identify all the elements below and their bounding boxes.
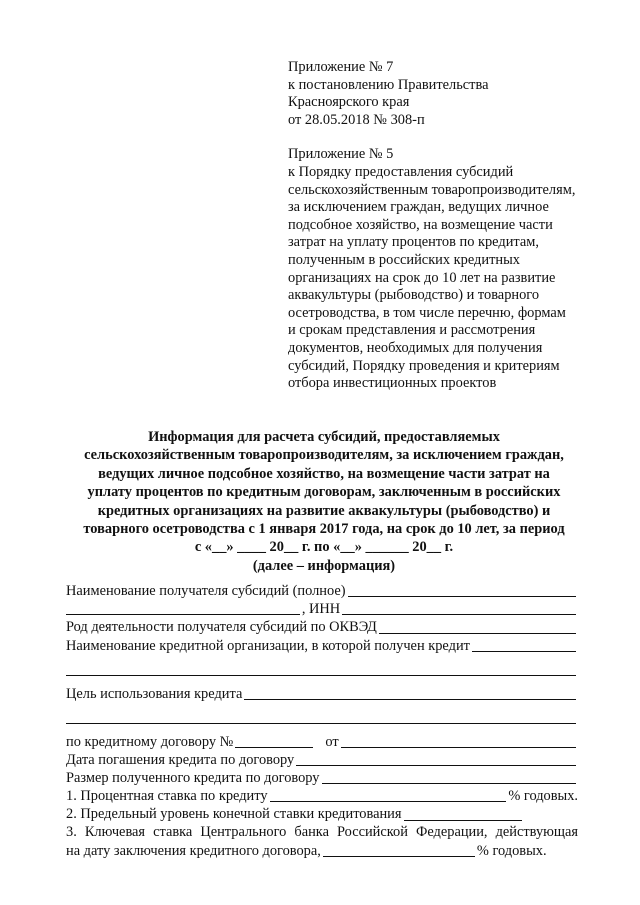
purpose-continued-row <box>66 703 578 727</box>
title-line: сельскохозяйственным товаропроизводителям, за исключением граждан, <box>84 447 564 464</box>
repayment-date-field[interactable] <box>296 752 576 766</box>
information-form <box>66 582 578 860</box>
document-title <box>60 428 588 575</box>
appendix-line: Приложение № 5 <box>288 146 394 163</box>
title-line: с «__» ____ 20__ г. по «__» ______ 20__ г. <box>194 539 454 556</box>
appendix-header <box>288 59 618 393</box>
bank-name-continued-field[interactable] <box>66 662 576 676</box>
repayment-date-row <box>66 751 578 769</box>
bank-name-field[interactable] <box>472 638 576 652</box>
key-rate-field[interactable] <box>323 843 475 857</box>
title-line: (далее – информация) <box>252 557 396 574</box>
title-line: товарного осетроводства с 1 января 2017 года, на срок до 10 лет, за период <box>83 521 565 538</box>
appendix-line: субсидий, Порядку проведения и критериям <box>288 357 560 374</box>
contract-from-label: от <box>325 733 339 750</box>
key-rate-label: 3. Ключевая ставка Центрального банка Российской Федерации, действующая <box>66 824 578 841</box>
appendix-line: Красноярского края <box>288 94 410 111</box>
inn-label: , ИНН <box>301 601 341 618</box>
appendix-line: от 28.05.2018 № 308-п <box>288 111 425 128</box>
appendix-line: отбора инвестиционных проектов <box>288 375 497 392</box>
recipient-name-field[interactable] <box>348 583 576 597</box>
bank-name-row <box>66 637 578 655</box>
contract-row <box>66 727 578 751</box>
bank-name-continued-row <box>66 655 578 679</box>
title-line: Информация для расчета субсидий, предоставляемых <box>148 429 500 445</box>
inn-field[interactable] <box>342 601 576 615</box>
percent-annual-label: % годовых. <box>508 788 578 805</box>
purpose-row <box>66 679 578 703</box>
loan-amount-row <box>66 769 578 787</box>
title-line: ведущих личное подсобное хозяйство, на возмещение части затрат на <box>98 465 550 482</box>
inn-row <box>66 600 578 618</box>
recipient-name-label: Наименование получателя субсидий (полное) <box>66 582 346 599</box>
purpose-continued-field[interactable] <box>66 710 576 724</box>
recipient-name-row <box>66 582 578 600</box>
appendix-line: осетроводства, в том числе перечню, формам <box>288 304 566 321</box>
key-rate-date-label: на дату заключения кредитного договора, <box>66 842 321 859</box>
interest-rate-field[interactable] <box>270 788 507 802</box>
key-rate-row <box>66 824 578 842</box>
max-rate-label: 2. Предельный уровень конечной ставки кредитования <box>66 806 402 823</box>
appendix-line: аквакультуры (рыбоводство) и товарного <box>288 287 540 304</box>
appendix-line: полученным в российских кредитных <box>288 251 520 268</box>
appendix-line: за исключением граждан, ведущих личное <box>288 199 549 216</box>
purpose-field[interactable] <box>244 686 576 700</box>
max-rate-row <box>66 805 578 823</box>
max-rate-field[interactable] <box>404 807 522 821</box>
appendix-line: сельскохозяйственным товаропроизводителям, <box>288 181 576 198</box>
recipient-name-continued-field[interactable] <box>66 601 300 615</box>
okved-field[interactable] <box>379 620 576 634</box>
appendix-line: организациях на срок до 10 лет на развитие <box>288 269 556 286</box>
interest-rate-row <box>66 787 578 805</box>
appendix-line: к постановлению Правительства <box>288 76 489 93</box>
percent-annual-label-2: % годовых. <box>476 842 547 859</box>
loan-amount-label: Размер полученного кредита по договору <box>66 769 320 786</box>
appendix-line: и срокам представления и рассмотрения <box>288 322 536 339</box>
contract-no-label: по кредитному договору № <box>66 733 234 750</box>
contract-no-field[interactable] <box>235 734 313 748</box>
purpose-label: Цель использования кредита <box>66 685 243 702</box>
appendix-line: к Порядку предоставления субсидий <box>288 163 514 180</box>
okved-label: Род деятельности получателя субсидий по ОКВЭД <box>66 619 377 636</box>
appendix-line: документов, необходимых для получения <box>288 339 543 356</box>
appendix-line: подсобное хозяйство, на возмещение части <box>288 216 553 233</box>
title-line: уплату процентов по кредитным договорам, заключенным в российских <box>87 484 561 501</box>
key-rate-row-2 <box>66 842 578 860</box>
contract-date-field[interactable] <box>341 734 576 748</box>
repayment-date-label: Дата погашения кредита по договору <box>66 751 295 768</box>
okved-row <box>66 618 578 636</box>
interest-rate-label: 1. Процентная ставка по кредиту <box>66 788 268 805</box>
loan-amount-field[interactable] <box>322 770 576 784</box>
title-line: кредитных организациях на развитие аквакультуры (рыбоводство) и <box>97 502 551 519</box>
appendix-line: затрат на уплату процентов по кредитам, <box>288 234 539 251</box>
bank-name-label: Наименование кредитной организации, в которой получен кредит <box>66 637 470 654</box>
appendix-line: Приложение № 7 <box>288 59 394 75</box>
